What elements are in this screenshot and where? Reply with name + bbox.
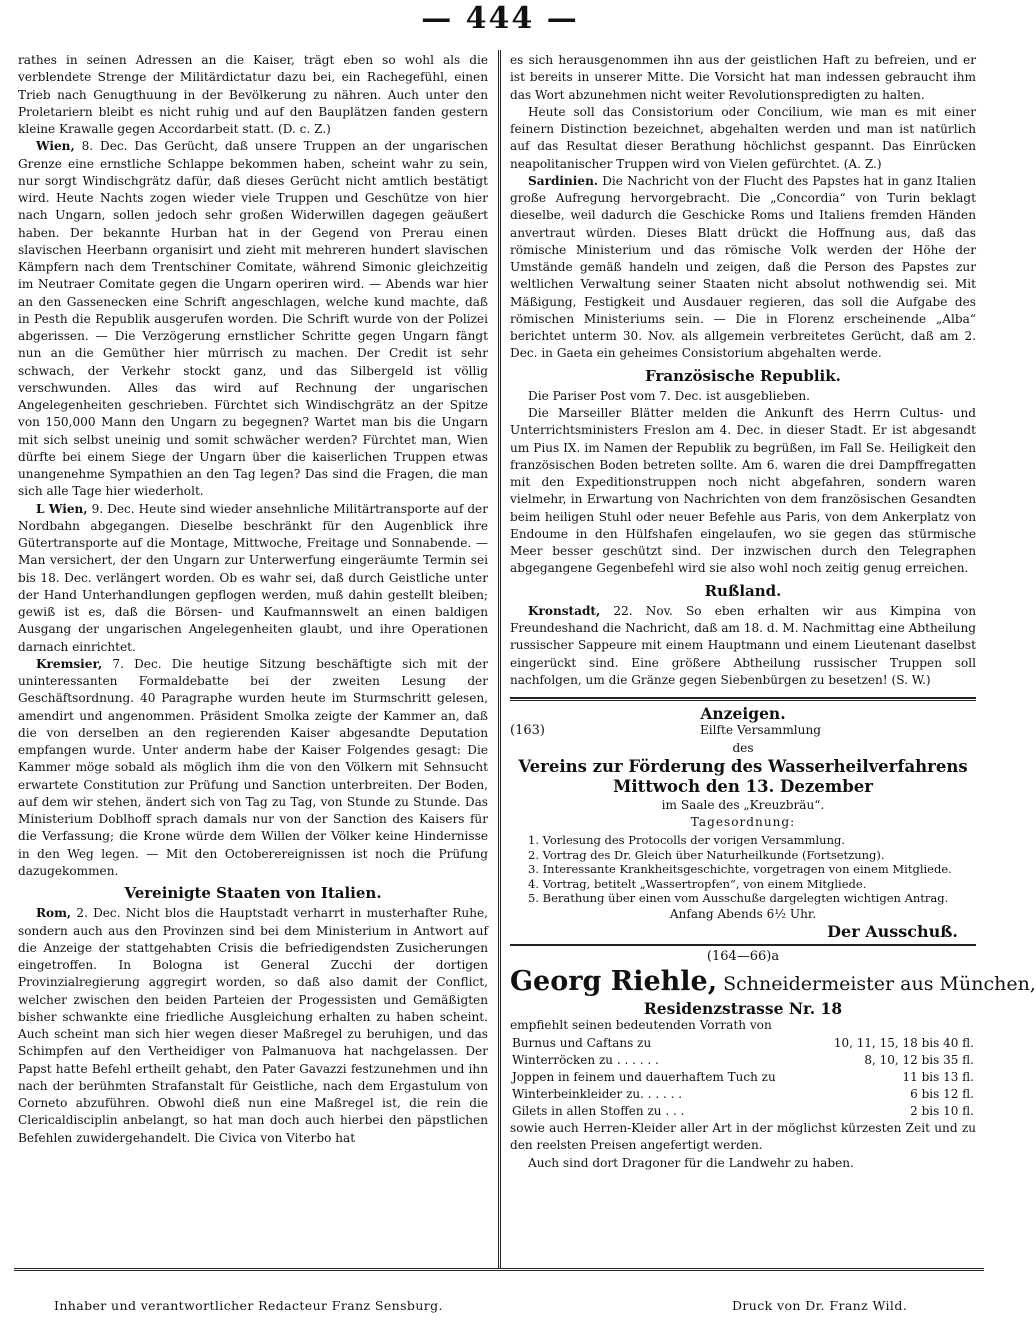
item-price: 11 bis 13 fl. [902,1070,974,1084]
agenda-item: 4. Vortrag, betitelt „Wassertropfen“, von einem Mitgliede. [528,876,867,891]
price-row [510,1052,976,1069]
item-name: Winterröcken zu . . . . . . [512,1053,659,1067]
article-text: 9. Dec. Heute sind wieder ansehnliche Militärtransporte auf der Nordbahn abgegangen. Dieselbe beschränkt für den Augenblick ihre Gütertransporte auf die Montage, Mittwoche, Freitage und Sonnabende. — Man versichert, der den Ungarn zur Unterwerfung eingeräumte Termin sei bis 18. Dec. verlängert worden. Ob es wahr sei, daß durch Geistliche unter der Hand Unterhandlungen gepflogen werden, muß dahin gestellt bleiben; gewiß ist es, daß die Börsen- und Kaufmannswelt an einen baldigen Ausgang der ungarischen Angelegenheiten glaubt, und ihre Operationen darnach einrichtet. [18,501,488,654]
article-paragraph: rathes in seinen Adressen an die Kaiser, trägt eben so wohl als die verblendete Strenge der Militärdictatur dazu bei, ein Rachegefühl, einen Trieb nach Genugthuung in der Bevölkerung zu nähren. Auch unter den Proletariern bleibt es nicht ruhig und auf den Bauplätzen fanden gestern kleine Krawalle gegen Accordarbeit statt. (D. c. Z.) [18,53,488,136]
article-paragraph [510,173,976,363]
article-text: Die Nachricht von der Flucht des Papstes hat in ganz Italien große Aufregung hervorgebracht. Die „Concordia“ von Turin beklagt dieselbe, weil dadurch die Geschicke Roms und Italiens fremden Händen anvertraut würden. Dieses Blatt drückt die Hoffnung aus, daß das römische Ministerium und das römische Volk werden der Höhe der Umstände gemäß handeln und zeigen, daß die Person des Papstes zur weltlichen Verwaltung seiner Staaten nicht absolut nothwendig sei. Mit Mäßigung, Festigkeit und Ausdauer regieren, das soll die Aufgabe des römischen Ministeriums sein. — Die in Florenz erscheinende „Alba“ berichtet unterm 30. Nov. als allgemein verbreitetes Gerücht, daß am 2. Dec. in Gaeta ein geheimes Consistorium abgehalten werde. [510,173,976,361]
article-paragraph [18,905,488,1147]
dateline: L Wien, [36,501,88,516]
agenda-item: 3. Interessante Krankheitsgeschichte, vorgetragen von einem Mitgliede. [528,862,952,877]
ad-agenda-list [528,833,976,906]
footer-divider [14,1268,984,1271]
article-paragraph [510,603,976,689]
article-paragraph: Die Marseiller Blätter melden die Ankunft des Herrn Cultus- und Unterrichtsministers Freslon am 4. Dec. in dieser Stadt. Er ist abgesandt um Pius IX. im Namen der Republik zu begrüßen, im Fall Se. Heiligkeit den französischen Boden betreten sollte. Am 6. waren die drei Dampffregatten mit den Expeditionstruppen noch nicht abgefahren, sondern waren vielmehr, in Erwartung von Nachrichten von dem französischen Gesandten beim heiligen Stuhl oder neuer Befehle aus Paris, von dem Ankerplatz von Endoume in den Hülfshafen eingelaufen, wo sie gegen das stürmische Meer besser geschützt sind. Der inzwischen durch den Telegraphen abgegangene Gegenbefehl wird sie also wohl noch zeitig genug erreichen. [510,406,976,576]
ad-final-line: Auch sind dort Dragoner für die Landwehr zu haben. [528,1155,854,1170]
price-row [510,1103,976,1120]
ads-title: Anzeigen. [700,704,786,723]
dateline: Kremsier, [36,656,103,671]
tailor-name: Georg Riehle, [510,965,718,997]
article-paragraph [18,656,488,880]
dateline: Wien, [36,139,75,154]
ad-tailor-name [510,965,1036,1000]
ad-line: des [732,740,754,755]
left-column [18,52,488,1264]
ads-divider [510,697,976,701]
item-name: Burnus und Caftans zu [512,1036,652,1050]
right-column [510,52,1036,1264]
item-price: 8, 10, 12 bis 35 fl. [864,1053,974,1067]
ad-start-time: Anfang Abends 6½ Uhr. [669,906,817,921]
agenda-item: 2. Vortrag des Dr. Gleich über Naturheilkunde (Fortsetzung). [528,847,885,862]
ad-signature: Der Ausschuß. [827,922,958,941]
item-name: Winterbeinkleider zu. . . . . . [512,1087,683,1101]
article-text: 8. Dec. Das Gerücht, daß unsere Truppen an der ungarischen Grenze eine ernstliche Schlappe bekommen haben, scheint wahr zu sein, nur sorgt Windischgrätz dafür, daß dieses Gerücht nicht amtlich bestätigt wird. Heute Nachts zogen wieder viele Truppen und Geschütze von hier nach Ungarn, sollen jedoch sehr großen Widerwillen dagegen geäußert haben. Der bekannte Hurban hat in der Gegend von Prerau einen slavischen Heerbann organisirt und zieht mit mehreren hundert slavischen Kämpfern nach dem Trentschiner Comitate, während Simonic gleichzeitig im Neutraer Comitate gegen die Ungarn operiren wird. — Abends war hier an den Gassenecken eine Schrift angeschlagen, welche kund machte, daß in Pesth die Republik ausgerufen worden. Die Schrift wurde von der Polizei abgerissen. — Die Verzögerung ernstlicher Schritte gegen Ungarn fängt nun an die Gemüther hier mürrisch zu machen. Der Credit ist sehr schwach, der Verkehr stockt ganz, und das Silbergeld ist völlig verschwunden. Alles das wird auf Rechnung der ungarischen Angelegenheiten geschrieben. Fürchtet sich Windischgrätz an der Spitze von 150,000 Mann den Ungarn zu begegnen? Wartet man bis die Ungarn mit sich selbst uneinig und somit schwächer werden? Fürchtet man, Wien dürfte bei einem Siege der Ungarn über die kaiserlichen Truppen etwas unangenehme Sympathien an den Tag legen? Das sind die Fragen, die man sich alle Tage hier wiederholt. [18,139,488,499]
article-paragraph: Heute soll das Consistorium oder Concilium, wie man es mit einer feinern Distinction bezeichnet, abgehalten werden und man ist natürlich auf das Resultat dieser Berathung höchlichst gespannt. Das Einrücken neapolitanischer Truppen wird von Vielen gefürchtet. (A. Z.) [510,104,976,171]
item-name: Joppen in feinem und dauerhaftem Tuch zu [512,1070,776,1084]
price-list [510,1035,976,1120]
price-row [510,1069,976,1086]
price-row [510,1035,976,1052]
dateline: Rom, [36,906,72,921]
page-number: — 444 — [421,1,579,36]
section-heading-russia: Rußland. [704,581,782,600]
column-divider [498,50,501,1268]
item-price: 6 bis 12 fl. [910,1087,974,1101]
ad-address: Residenzstrasse Nr. 18 [643,998,843,1018]
ad-line: Eilfte Versammlung [699,723,821,738]
section-heading-italy: Vereinigte Staaten von Italien. [124,884,382,902]
section-heading-france: Französische Republik. [645,366,841,385]
article-paragraph: es sich herausgenommen ihn aus der geistlichen Haft zu befreien, und er ist bereits in unserer Mitte. Die Vorsicht hat man indessen gebraucht ihm das Wort abzunehmen nicht weiter Revolutionspredigten zu halten. [510,53,976,102]
advertisement-association [510,722,976,940]
ad-agenda-title: Tagesordnung: [690,815,796,829]
article-text: 7. Dec. Die heutige Sitzung beschäftigte sich mit der uninteressanten Formaldebatte bei der zweiten Lesung der Geschäftsordnung. 40 Paragraphe wurden heute im Sturmschritt gelesen, amendirt und angenommen. Präsident Smolka zeigte der Kammer an, daß die von derselben an den regierenden Kaiser abgesandte Deputation empfangen wurde. Unter anderm habe der Kaiser Folgendes gesagt: Die Kammer möge sobald als möglich ihm die von den Völkern mit Sehnsucht erwartete Constitution zur Prüfung und Sanction unterbreiten. Der Boden, auf dem wir stehen, ändert sich von Tag zu Tag, von Stunde zu Stunde. Das Ministerium Doblhoff sprach damals nur von der Sanction des Kaisers für die Verfassung; die Krone würde dem Willen der Völker keine Hindernisse in den Weg legen. — Mit den Octoberereignissen ist noch die Prüfung dazugekommen. [18,656,488,878]
dateline: Sardinien. [528,173,599,188]
article-paragraph [18,501,488,656]
ad-intro: empfiehlt seinen bedeutenden Vorrath von [510,1017,772,1032]
article-paragraph: Die Pariser Post vom 7. Dec. ist ausgeblieben. [528,388,811,403]
ad-header-line [510,722,976,739]
ad-number: (163) [510,723,545,739]
ad-location: im Saale des „Kreuzbräu“. [661,797,825,812]
advertisement-tailor [510,948,1036,1172]
ad-outro: sowie auch Herren-Kleider aller Art in der möglichst kürzesten Zeit und zu den reelsten Preisen angefertigt werden. [510,1121,976,1153]
agenda-item: 5. Berathung über einen vom Ausschuße dargelegten wichtigen Antrag. [528,891,949,906]
dateline: Kronstadt, [528,603,601,618]
article-text: 22. Nov. So eben erhalten wir aus Kimpina von Freundeshand die Nachricht, daß am 18. d. M. Nachmittag eine Abtheilung russischer Sappeure mit einem Hauptmann und einem Lieutenant daselbst eingerückt sind. Eine größere Abtheilung russischer Truppen soll nachfolgen, um die Gränze gegen Siebenbürgen zu besetzen! (S. W.) [510,603,976,687]
ad-number: (164—66)a [706,949,780,965]
ad-association-name: Vereins zur Förderung des Wasserheilverfahrens [518,756,968,776]
article-paragraph [18,138,488,500]
article-text: 2. Dec. Nicht blos die Hauptstadt verharrt in musterhafter Ruhe, sondern auch aus den Provinzen sind bei dem Ministerium in Antwort auf die Anzeige der stattgehabten Crisis die befriedigendsten Zusicherungen eingetroffen. In Bologna ist General Zucchi der dortigen Provinzialregierung aggregirt worden, so daß also damit der Conflict, welcher zwischen den beiden Parteien der Progessisten und Gemäßigten bisher schwankte eine friedliche Ausgleichung erhalten zu haben scheint. Auch scheint man sich hier wegen dieser Maßregel zu beruhigen, und das Schimpfen auf den Vertheidiger von Palmanuova hat nachgelassen. Der Papst hatte Befehl ertheilt gehabt, den Pater Gavazzi festzunehmen und ihn nach der berühmten Strafanstalt für Geistliche, nach dem Ergastulum von Corneto abzuführen. Obwohl dieß nun eine Maßregel ist, die rein die Clericaldisciplin anbelangt, so hat man doch auch hierbei den päpstlichen Befehlen zuwidergehandelt. Die Civica von Viterbo hat [18,906,488,1145]
item-price: 10, 11, 15, 18 bis 40 fl. [833,1036,974,1050]
price-row [510,1086,976,1103]
agenda-item: 1. Vorlesung des Protocolls der vorigen Versammlung. [528,833,845,848]
footer-printer: Druck von Dr. Franz Wild. [732,1298,908,1313]
ad-date: Mittwoch den 13. Dezember [613,776,873,796]
ad-divider [510,944,976,946]
item-name: Gilets in allen Stoffen zu . . . [512,1104,685,1118]
footer-editor: Inhaber und verantwortlicher Redacteur Franz Sensburg. [54,1298,443,1313]
tailor-title: Schneidermeister aus München, [717,972,1036,995]
item-price: 2 bis 10 fl. [910,1104,974,1118]
